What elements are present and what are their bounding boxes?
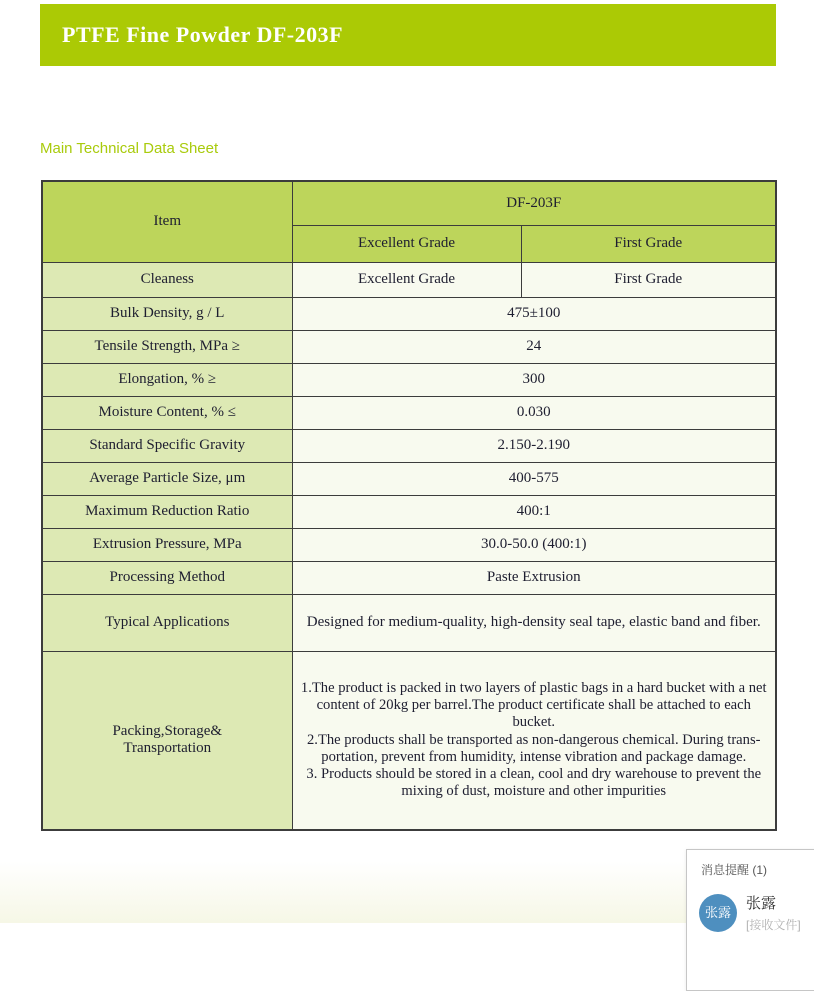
row-label: Moisture Content, % ≤ xyxy=(42,396,292,429)
packing-item-2: 2.The products shall be transported as non-dangerous chemical. During trans-portation, prevent from humidity, intense vibration and package damage. xyxy=(307,731,761,765)
row-value: 0.030 xyxy=(292,396,776,429)
packing-item-3: 3. Products should be stored in a clean, cool and dry warehouse to prevent the mixing of dust, moisture and other impurities xyxy=(306,766,762,800)
table-row xyxy=(42,262,776,297)
row-value: 475±100 xyxy=(292,297,776,330)
cleaness-value-first: First Grade xyxy=(521,262,776,297)
row-label: Elongation, % ≥ xyxy=(42,363,292,396)
table-row xyxy=(42,495,776,528)
table-row xyxy=(42,462,776,495)
notification-contact-item[interactable] xyxy=(699,892,814,933)
row-value: 2.150-2.190 xyxy=(292,429,776,462)
row-value: 400-575 xyxy=(292,462,776,495)
message-notification-popup[interactable] xyxy=(686,849,814,991)
table-row xyxy=(42,651,776,830)
cleaness-value-excellent: Excellent Grade xyxy=(292,262,521,297)
table-row xyxy=(42,330,776,363)
typical-applications-value: Designed for medium-quality, high-density seal tape, elastic band and fiber. xyxy=(292,594,776,651)
header-product-cell: DF-203F xyxy=(292,181,776,225)
table-row xyxy=(42,561,776,594)
row-label: Tensile Strength, MPa ≥ xyxy=(42,330,292,363)
row-label: Average Particle Size, μm xyxy=(42,462,292,495)
packing-label-line2: Transportation xyxy=(123,740,212,757)
table-row xyxy=(42,528,776,561)
row-label: Maximum Reduction Ratio xyxy=(42,495,292,528)
row-value: 24 xyxy=(292,330,776,363)
table-row xyxy=(42,594,776,651)
message-preview: [接收文件] xyxy=(746,918,801,932)
contact-name: 张露 xyxy=(746,895,777,912)
row-label-cleaness: Cleaness xyxy=(42,262,292,297)
table-row xyxy=(42,363,776,396)
row-label-packing xyxy=(42,651,292,830)
section-heading: Main Technical Data Sheet xyxy=(40,140,219,157)
technical-data-table xyxy=(41,180,777,831)
header-grade-first: First Grade xyxy=(521,225,776,262)
table-row xyxy=(42,396,776,429)
notification-title: 消息提醒 (1) xyxy=(701,863,768,877)
row-label-typical-applications: Typical Applications xyxy=(42,594,292,651)
row-value: 300 xyxy=(292,363,776,396)
header-grade-excellent: Excellent Grade xyxy=(292,225,521,262)
row-label: Bulk Density, g / L xyxy=(42,297,292,330)
table-row xyxy=(42,429,776,462)
contact-avatar: 张露 xyxy=(699,894,737,932)
title-banner xyxy=(40,4,776,66)
packing-instructions xyxy=(292,651,776,830)
packing-item-1: 1.The product is packed in two layers of plastic bags in a hard bucket with a net content of 20kg per barrel.The product certificate shall be attached to each bucket. xyxy=(300,680,767,731)
page-title: PTFE Fine Powder DF-203F xyxy=(62,22,344,47)
header-item-cell: Item xyxy=(42,181,292,262)
row-value: Paste Extrusion xyxy=(292,561,776,594)
row-value: 30.0-50.0 (400:1) xyxy=(292,528,776,561)
row-value: 400:1 xyxy=(292,495,776,528)
table-row xyxy=(42,297,776,330)
packing-label-line1: Packing,Storage& xyxy=(112,723,223,740)
row-label: Extrusion Pressure, MPa xyxy=(42,528,292,561)
row-label: Standard Specific Gravity xyxy=(42,429,292,462)
row-label: Processing Method xyxy=(42,561,292,594)
